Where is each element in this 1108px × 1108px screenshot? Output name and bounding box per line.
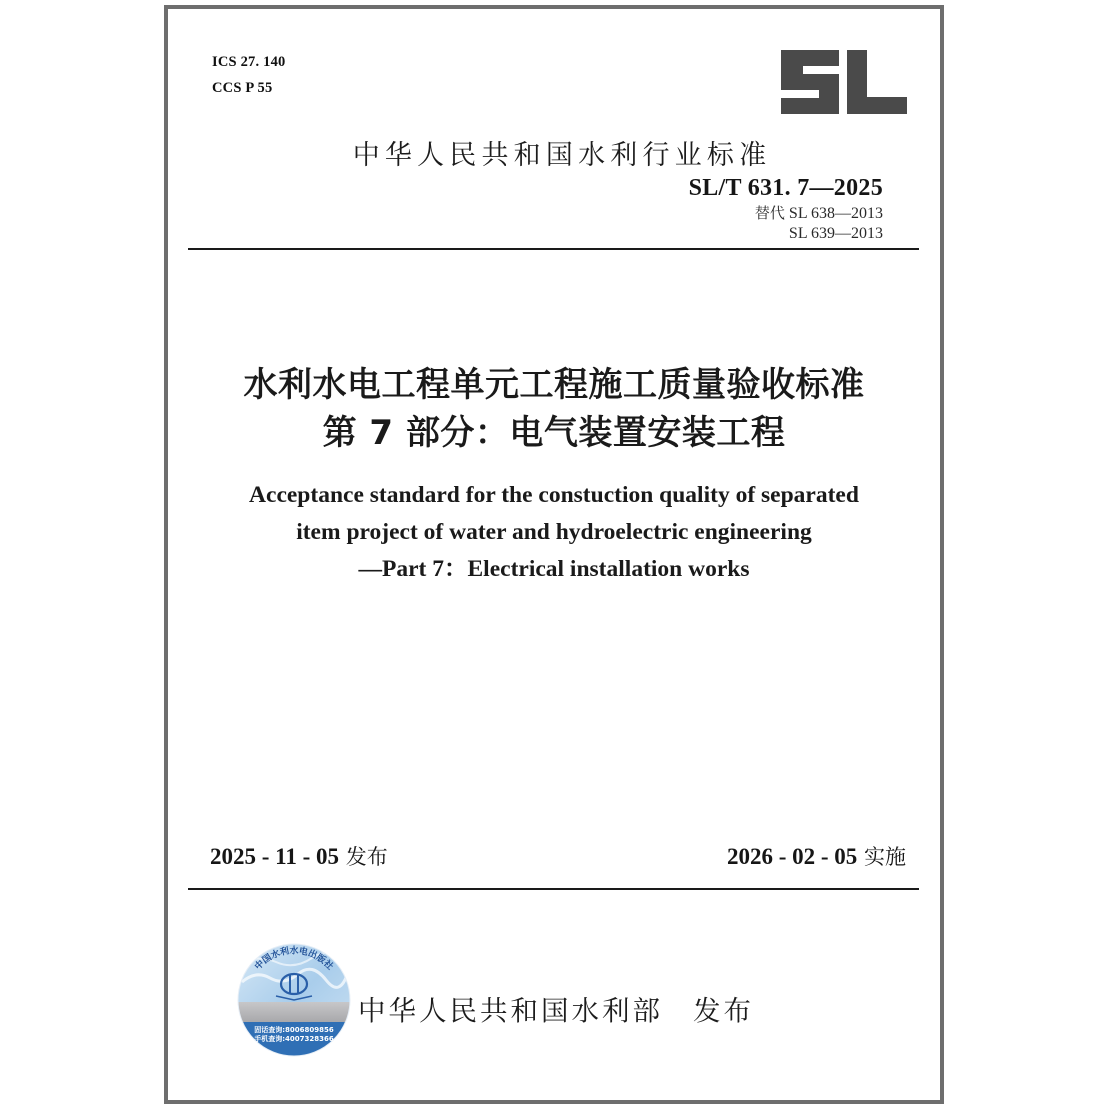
- publisher-line: [358, 988, 754, 1028]
- english-title: [168, 477, 940, 588]
- publisher-name: 中华人民共和国水利部: [358, 995, 663, 1027]
- english-title-line-2: item project of water and hydroelectric engineering: [296, 519, 812, 545]
- replaces-label: 替代: [754, 204, 785, 222]
- bottom-divider: [188, 888, 919, 890]
- ccs-code: CCS P 55: [212, 80, 273, 96]
- classification-codes: [212, 49, 286, 101]
- hologram-arc-text: 中国水利水电出版社: [253, 946, 335, 973]
- replaces-line-1: [689, 203, 883, 224]
- chinese-title-line-1: 水利水电工程单元工程施工质量验收标准: [243, 365, 865, 405]
- implementation-date: [727, 841, 906, 871]
- standard-number: SL/T 631. 7—2025: [688, 175, 883, 201]
- issue-date: [210, 841, 388, 871]
- hologram-phone-line-1: 固话查询:8006809856: [254, 1026, 334, 1034]
- standard-cover-page: [164, 5, 944, 1104]
- hologram-phone-line-2: 手机查询:4007328366: [254, 1035, 334, 1043]
- issue-date-value: 2025 - 11 - 05: [210, 844, 340, 869]
- chinese-title-line-2: 第 7 部分：电气装置安装工程: [322, 413, 786, 453]
- implementation-date-value: 2026 - 02 - 05: [726, 844, 858, 869]
- replaced-standard-1: SL 638—2013: [784, 205, 883, 222]
- publisher-action: 发布: [693, 995, 754, 1027]
- ics-code: ICS 27. 140: [212, 54, 286, 70]
- sl-logo-icon: [781, 50, 907, 114]
- implementation-label: 实施: [857, 845, 906, 869]
- anti-counterfeit-hologram-icon: [236, 942, 352, 1058]
- industry-standard-heading: 中华人民共和国水利行业标准: [352, 140, 772, 171]
- english-title-line-3: —Part 7：Electrical installation works: [358, 556, 750, 582]
- replaces-line-2: [689, 224, 883, 244]
- standard-number-block: [689, 173, 883, 244]
- top-divider: [188, 248, 919, 250]
- replaced-standard-2: SL 639—2013: [788, 225, 883, 242]
- english-title-line-1: Acceptance standard for the constuction quality of separated: [249, 482, 859, 508]
- chinese-title: [168, 361, 940, 457]
- issue-label: 发布: [339, 845, 388, 869]
